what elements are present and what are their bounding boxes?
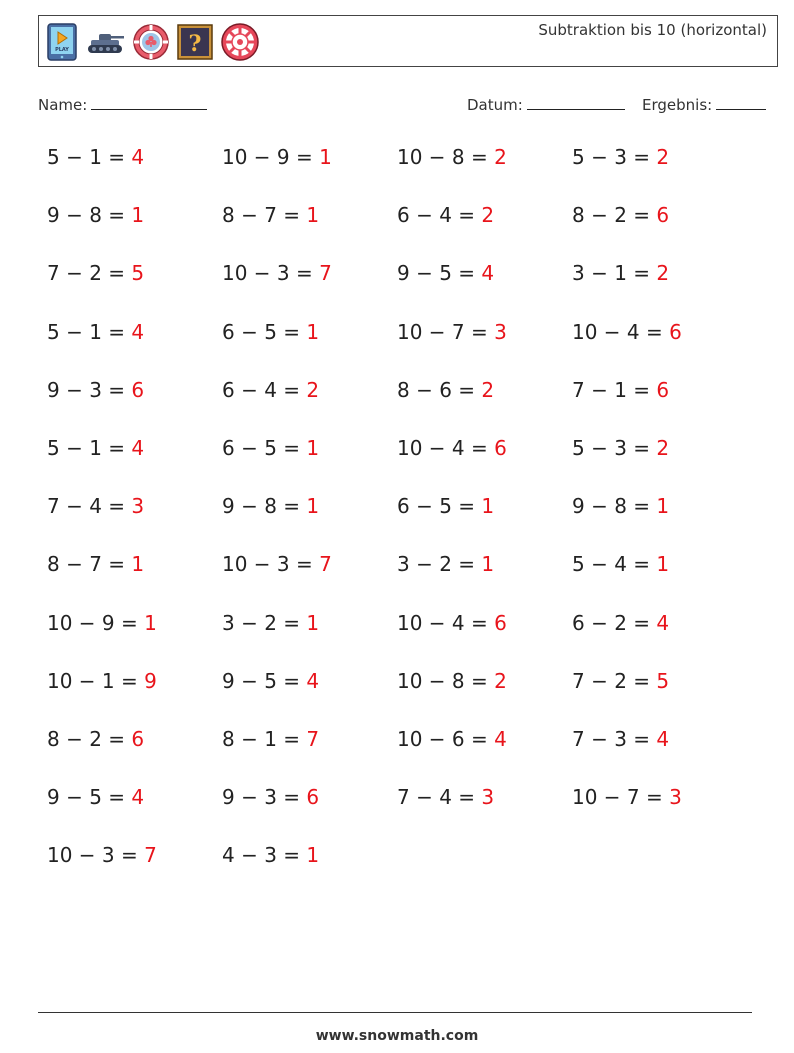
problem-item — [47, 203, 144, 227]
problem-question: 6 − 5 = — [397, 494, 482, 519]
problem-answer: 1 — [131, 552, 145, 577]
problem-item — [222, 785, 319, 809]
problem-answer: 6 — [494, 610, 507, 635]
problem-question: 7 − 1 = — [572, 377, 657, 402]
problem-question: 10 − 4 = — [572, 319, 670, 344]
problem-item — [572, 203, 669, 227]
problem-item — [47, 378, 144, 402]
name-field — [38, 95, 207, 114]
problem-item — [222, 203, 319, 227]
problem-question: 6 − 4 = — [397, 203, 482, 228]
problem-item — [47, 320, 144, 344]
problem-item — [572, 145, 669, 169]
problem-answer: 4 — [131, 145, 145, 169]
problem-answer: 5 — [131, 261, 145, 286]
problem-answer: 6 — [669, 319, 682, 344]
problem-answer: 2 — [494, 145, 507, 169]
problem-question: 8 − 7 = — [222, 203, 307, 228]
svg-text:PLAY: PLAY — [55, 47, 69, 53]
problem-question: 8 − 7 = — [47, 552, 132, 577]
problem-question: 5 − 1 = — [47, 145, 132, 169]
problem-item — [397, 436, 507, 460]
problem-answer: 6 — [494, 436, 507, 460]
footer-divider — [38, 1012, 752, 1013]
problem-answer: 2 — [481, 377, 495, 402]
problem-question: 7 − 3 = — [572, 727, 657, 751]
problem-item — [47, 669, 157, 693]
problem-question: 3 − 2 = — [222, 610, 307, 635]
problem-answer: 7 — [306, 727, 320, 751]
problem-question: 9 − 3 = — [47, 377, 132, 402]
problem-item — [47, 552, 144, 576]
problem-answer: 6 — [131, 377, 145, 402]
problem-answer: 3 — [494, 319, 507, 344]
problem-question: 10 − 4 = — [397, 436, 495, 460]
problem-question: 8 − 6 = — [397, 377, 482, 402]
problem-item — [47, 785, 144, 809]
problem-answer: 2 — [306, 377, 320, 402]
problem-question: 10 − 8 = — [397, 145, 495, 169]
problem-item — [397, 145, 507, 169]
problem-item — [572, 785, 682, 809]
problem-question: 3 − 2 = — [397, 552, 482, 577]
date-field — [467, 95, 625, 114]
date-blank — [527, 95, 625, 110]
problem-question: 4 − 3 = — [222, 843, 307, 868]
problem-item — [397, 552, 494, 576]
problem-answer: 3 — [481, 785, 495, 810]
problem-question: 10 − 9 = — [47, 610, 145, 635]
problem-question: 9 − 5 = — [47, 785, 132, 810]
problem-answer: 6 — [656, 203, 670, 228]
problem-question: 3 − 1 = — [572, 261, 657, 286]
problem-item — [222, 378, 319, 402]
problem-answer: 4 — [131, 436, 145, 460]
problem-answer: 1 — [306, 436, 320, 460]
footer-website: www.snowmath.com — [315, 1028, 479, 1044]
problem-item — [572, 611, 669, 635]
problem-answer: 4 — [494, 727, 507, 751]
problem-answer: 2 — [656, 261, 670, 286]
problem-item — [397, 785, 494, 809]
problem-question: 7 − 2 = — [47, 261, 132, 286]
problem-answer: 1 — [306, 319, 320, 344]
problem-answer: 4 — [131, 785, 145, 810]
problem-item — [397, 669, 507, 693]
problem-item — [47, 436, 144, 460]
problem-answer: 4 — [656, 727, 670, 751]
problem-item — [572, 552, 669, 576]
problem-question: 9 − 8 = — [222, 494, 307, 519]
problem-question: 5 − 1 = — [47, 436, 132, 460]
problem-item — [572, 261, 669, 285]
problem-question: 5 − 3 = — [572, 436, 657, 460]
problem-item — [222, 552, 332, 576]
problem-question: 5 − 1 = — [47, 319, 132, 344]
problem-question: 9 − 5 = — [222, 668, 307, 693]
problem-question: 7 − 4 = — [397, 785, 482, 810]
problem-answer: 2 — [656, 145, 670, 169]
problem-question: 7 − 2 = — [572, 668, 657, 693]
problem-answer: 6 — [131, 727, 145, 751]
problem-question: 10 − 8 = — [397, 668, 495, 693]
problem-question: 9 − 5 = — [397, 261, 482, 286]
problem-answer: 6 — [306, 785, 320, 810]
name-blank — [91, 95, 207, 110]
problem-question: 10 − 3 = — [47, 843, 145, 868]
problem-question: 7 − 4 = — [47, 494, 132, 519]
problem-answer: 9 — [144, 668, 157, 693]
problem-question: 10 − 7 = — [572, 785, 670, 810]
problem-item — [397, 320, 507, 344]
problem-item — [572, 494, 669, 518]
problem-answer: 4 — [656, 610, 670, 635]
problem-item — [397, 611, 507, 635]
problem-item — [397, 261, 494, 285]
problem-question: 6 − 5 = — [222, 319, 307, 344]
problem-question: 6 − 5 = — [222, 436, 307, 460]
problem-question: 10 − 4 = — [397, 610, 495, 635]
problem-item — [222, 494, 319, 518]
problem-question: 9 − 8 = — [572, 494, 657, 519]
problem-answer: 1 — [306, 494, 320, 519]
tank-icon — [85, 23, 125, 61]
problem-answer: 1 — [656, 494, 670, 519]
problem-item — [572, 436, 669, 460]
problem-item — [47, 145, 144, 169]
problem-item — [47, 611, 157, 635]
problem-item — [397, 378, 494, 402]
problem-answer: 4 — [131, 319, 145, 344]
problem-question: 8 − 2 = — [572, 203, 657, 228]
problem-item — [222, 436, 319, 460]
problem-item — [397, 203, 494, 227]
problem-question: 5 − 3 = — [572, 145, 657, 169]
problem-answer: 7 — [319, 261, 332, 286]
result-field — [642, 95, 766, 114]
problem-item — [397, 494, 494, 518]
problem-item — [397, 727, 507, 751]
problem-answer: 4 — [306, 668, 320, 693]
problem-question: 10 − 3 = — [222, 552, 320, 577]
problem-item — [572, 320, 682, 344]
result-blank — [716, 95, 766, 110]
problem-answer: 2 — [656, 436, 670, 460]
problem-item — [47, 843, 157, 867]
problem-item — [47, 261, 144, 285]
problem-question: 9 − 3 = — [222, 785, 307, 810]
svg-text:?: ? — [188, 31, 202, 57]
problem-answer: 1 — [306, 610, 320, 635]
problem-answer: 3 — [131, 494, 145, 519]
problem-question: 6 − 2 = — [572, 610, 657, 635]
problem-question: 5 − 4 = — [572, 552, 657, 577]
problem-answer: 1 — [319, 145, 332, 169]
dartboard-icon — [220, 22, 260, 62]
poker-chip-icon — [132, 23, 170, 61]
name-label: Name: — [38, 96, 88, 114]
problem-answer: 1 — [144, 610, 157, 635]
problem-item — [47, 494, 144, 518]
question-mark-icon — [177, 23, 213, 61]
problem-item — [222, 727, 319, 751]
tablet-play-icon — [46, 23, 78, 61]
problem-item — [572, 669, 669, 693]
problem-answer: 3 — [669, 785, 682, 810]
problem-question: 9 − 8 = — [47, 203, 132, 228]
problem-answer: 6 — [656, 377, 670, 402]
problem-item — [222, 261, 332, 285]
problem-item — [222, 843, 319, 867]
problem-item — [222, 320, 319, 344]
problem-question: 10 − 7 = — [397, 319, 495, 344]
problem-answer: 1 — [481, 494, 495, 519]
problem-question: 10 − 6 = — [397, 727, 495, 751]
problem-question: 10 − 9 = — [222, 145, 320, 169]
problem-item — [222, 669, 319, 693]
header-box — [38, 15, 778, 67]
problem-question: 8 − 2 = — [47, 727, 132, 751]
problem-answer: 7 — [144, 843, 157, 868]
problem-question: 6 − 4 = — [222, 377, 307, 402]
problem-answer: 1 — [306, 203, 320, 228]
problem-item — [47, 727, 144, 751]
problem-item — [572, 727, 669, 751]
problem-answer: 5 — [656, 668, 670, 693]
problem-answer: 7 — [319, 552, 332, 577]
problem-item — [222, 611, 319, 635]
problem-question: 10 − 1 = — [47, 668, 145, 693]
problem-answer: 1 — [481, 552, 495, 577]
problem-item — [572, 378, 669, 402]
problem-answer: 1 — [656, 552, 670, 577]
problem-question: 10 − 3 = — [222, 261, 320, 286]
problem-answer: 2 — [481, 203, 495, 228]
problem-answer: 4 — [481, 261, 495, 286]
problem-answer: 1 — [131, 203, 145, 228]
problem-answer: 2 — [494, 668, 507, 693]
result-label: Ergebnis: — [642, 96, 713, 114]
problem-item — [222, 145, 332, 169]
problem-answer: 1 — [306, 843, 320, 868]
worksheet-title: Subtraktion bis 10 (horizontal) — [538, 21, 767, 39]
problem-question: 8 − 1 = — [222, 727, 307, 751]
date-label: Datum: — [467, 96, 523, 114]
icon-strip — [46, 23, 260, 61]
